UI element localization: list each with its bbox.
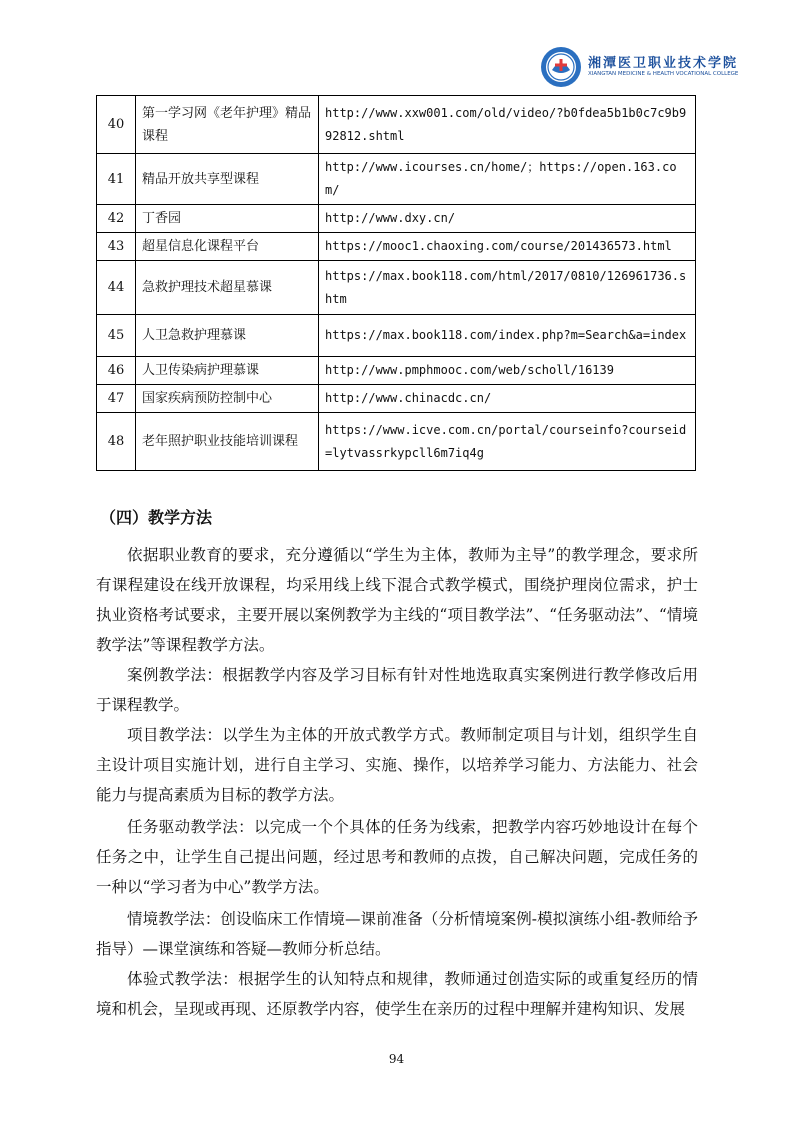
row-number: 42 [97,205,136,233]
page-number: 94 [388,1052,405,1066]
row-number: 41 [97,154,136,205]
resource-name: 急救护理技术超星慕课 [136,261,319,315]
resource-url: http://www.xxw001.com/old/video/?b0fdea5b1b0c7c9b992812.shtml [319,96,696,154]
resource-name: 老年照护职业技能培训课程 [136,413,319,471]
resource-table [96,95,696,471]
row-number: 48 [97,413,136,471]
resource-url: https://www.icve.com.cn/portal/courseinfo?courseid=lytvassrkypcll6m7iq4g [319,413,696,471]
table-row [97,357,696,385]
school-name: 湘潭医卫职业技术学院 [588,56,739,71]
table-row [97,154,696,205]
college-emblem-icon [540,46,582,88]
row-number: 44 [97,261,136,315]
table-row [97,413,696,471]
resource-name: 丁香园 [136,205,319,233]
resource-name: 人卫传染病护理慕课 [136,357,319,385]
row-number: 45 [97,315,136,357]
resource-url: http://www.pmphmooc.com/web/scholl/16139 [319,357,696,385]
resource-name: 国家疾病预防控制中心 [136,385,319,413]
resource-name: 第一学习网《老年护理》精品课程 [136,96,319,154]
resource-url: http://www.dxy.cn/ [319,205,696,233]
college-logo [540,44,739,90]
resource-name: 人卫急救护理慕课 [136,315,319,357]
table-row [97,96,696,154]
paragraph: 依据职业教育的要求，充分遵循以“学生为主体，教师为主导”的教学理念，要求所有课程建设在线开放课程，均采用线上线下混合式教学模式，围绕护理岗位需求，护士执业资格考试要求，主要开展以案例教学为主线的“项目教学法”、“任务驱动法”、“情境教学法”等课程教学方法。 [96,546,698,654]
school-name-en: XIANGTAN MEDICINE & HEALTH VOCATIONAL COLLEGE [588,71,739,77]
resource-url: http://www.icourses.cn/home/；https://open.163.com/ [319,154,696,205]
resource-name: 超星信息化课程平台 [136,233,319,261]
row-number: 47 [97,385,136,413]
resource-url: https://max.book118.com/html/2017/0810/126961736.shtm [319,261,696,315]
paragraph: 体验式教学法：根据学生的认知特点和规律，教师通过创造实际的或重复经历的情境和机会，呈现或再现、还原教学内容，使学生在亲历的过程中理解并建构知识、发展 [96,970,698,1018]
table-row [97,205,696,233]
resource-url: http://www.chinacdc.cn/ [319,385,696,413]
paragraph: 案例教学法：根据教学内容及学习目标有针对性地选取真实案例进行教学修改后用于课程教学。 [96,666,698,714]
resource-name: 精品开放共享型课程 [136,154,319,205]
paragraph: 情境教学法：创设临床工作情境—课前准备（分析情境案例-模拟演练小组-教师给予指导）—课堂演练和答疑—教师分析总结。 [96,910,698,958]
row-number: 46 [97,357,136,385]
resource-url: https://mooc1.chaoxing.com/course/201436573.html [319,233,696,261]
paragraph: 任务驱动教学法：以完成一个个具体的任务为线索，把教学内容巧妙地设计在每个任务之中，让学生自己提出问题，经过思考和教师的点拨，自己解决问题，完成任务的一种以“学习者为中心”教学方法。 [96,818,698,896]
resource-url: https://max.book118.com/index.php?m=Search&a=index [319,315,696,357]
table-row [97,233,696,261]
table-row [97,385,696,413]
table-row [97,261,696,315]
section-heading: （四）教学方法 [100,508,213,527]
row-number: 43 [97,233,136,261]
paragraph: 项目教学法：以学生为主体的开放式教学方式。教师制定项目与计划，组织学生自主设计项目实施计划，进行自主学习、实施、操作，以培养学习能力、方法能力、社会能力与提高素质为目标的教学方法。 [96,726,698,804]
row-number: 40 [97,96,136,154]
table-row [97,315,696,357]
